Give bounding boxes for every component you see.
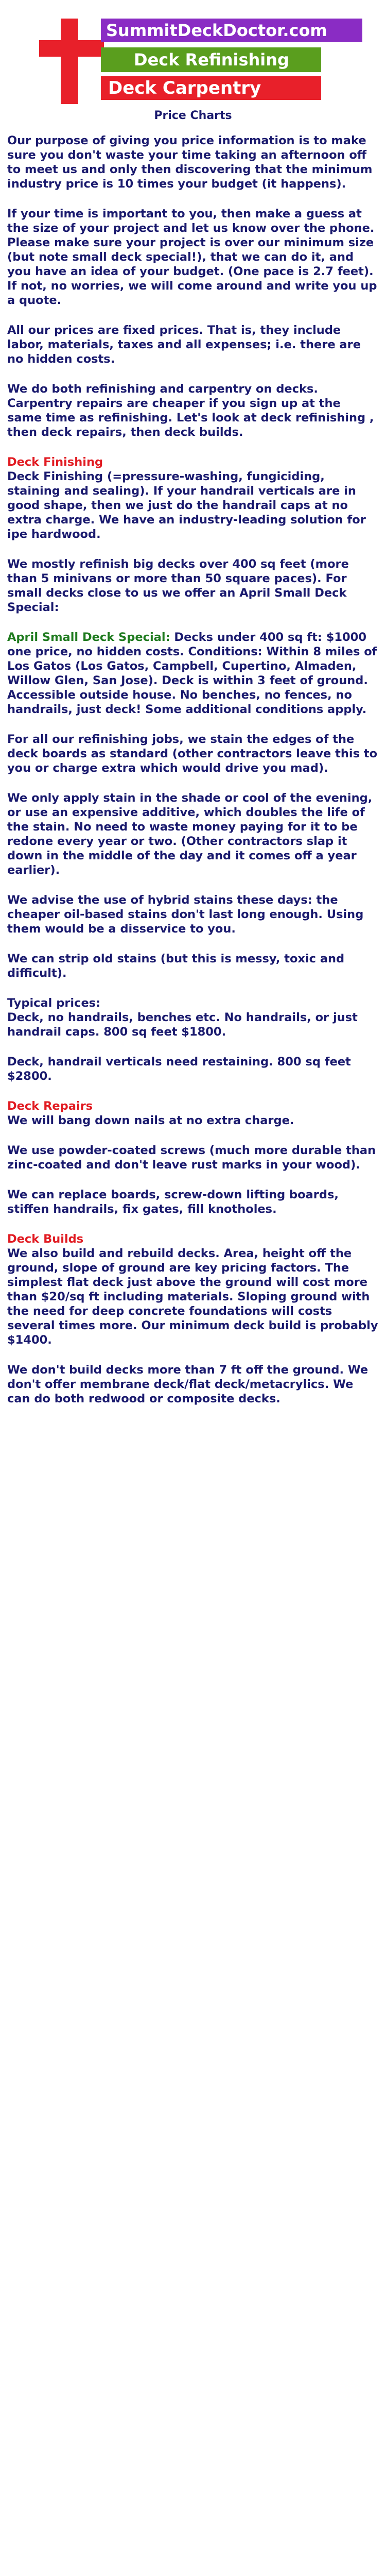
builds-paragraph-1: We also build and rebuild decks. Area, height off the ground, slope of ground are key pricing factors. The simplest flat deck just above the ground will cost more than $20/sq ft including materials. Sloping ground with the need for deep concrete foundations will costs several times more. Our minimum deck build is probably $1400. <box>7 1247 378 1347</box>
deck-carpentry-banner[interactable]: Deck Carpentry <box>101 76 321 100</box>
main-content <box>0 133 386 1406</box>
intro-paragraph-4: We do both refinishing and carpentry on decks. Carpentry repairs are cheaper if you sign up at the same time as refinishing. Let's look at deck refinishing , then deck repairs, then deck builds. <box>7 382 374 439</box>
repairs-heading: Deck Repairs <box>7 1099 93 1113</box>
red-cross-icon-bar <box>39 40 104 57</box>
finishing-paragraph-6: We advise the use of hybrid stains these days: the cheaper oil-based stains don't last long enough. Using them would be a disservice to you. <box>7 893 364 936</box>
typical-prices-label: Typical prices: <box>7 996 101 1010</box>
builds-paragraph-2: We don't build decks more than 7 ft off the ground. We don't offer membrane deck/flat deck/metacrylics. We can do both redwood or composite decks. <box>7 1363 369 1405</box>
builds-heading: Deck Builds <box>7 1232 84 1246</box>
typical-prices <box>7 996 379 1039</box>
intro-paragraph-2: If your time is important to you, then make a guess at the size of your project and let us know over the phone. Please make sure your project is over our minimum size (but note small deck special!), that we can do it, and you have an idea of your budget. (One pace is 2.7 feet). If not, no worries, we will come around and write you up a quote. <box>7 207 377 307</box>
page-title: Price Charts <box>154 109 232 122</box>
repairs-paragraph-3: We can replace boards, screw-down lifting boards, stiffen handrails, fix gates, fill knotholes. <box>7 1188 339 1216</box>
red-cross-icon <box>61 19 78 104</box>
repairs-section <box>7 1099 379 1128</box>
repairs-paragraph-1: We will bang down nails at no extra charge. <box>7 1114 294 1127</box>
finishing-section <box>7 455 379 541</box>
finishing-paragraph-4: For all our refinishing jobs, we stain the edges of the deck boards as standard (other contractors leave this to you or charge extra which would drive you mad). <box>7 733 378 775</box>
site-header <box>0 0 386 103</box>
finishing-paragraph-5: We only apply stain in the shade or cool of the evening, or use an expensive additive, which doubles the life of the stain. No need to waste money paying for it to be redone every year or two. (Other contractors slap it down in the middle of the day and it comes off a year earlier). <box>7 791 373 877</box>
small-deck-special-text: Decks under 400 sq ft: $1000 one price, no hidden costs. Conditions: Within 8 miles of Los Gatos (Los Gatos, Campbell, Cupertino, Almaden, Willow Glen, San Jose). Deck is within 3 feet of ground. Accessible outside house. No benches, no fences, no handrails, just deck! Some additional conditions apply. <box>7 631 377 716</box>
small-deck-special <box>7 630 379 717</box>
typical-price-1: Deck, no handrails, benches etc. No handrails, or just handrail caps. 800 sq feet $1800. <box>7 1011 358 1039</box>
finishing-paragraph-2: We mostly refinish big decks over 400 sq feet (more than 5 minivans or more than 50 square paces). For small decks close to us we offer an April Small Deck Special: <box>7 557 349 614</box>
finishing-heading: Deck Finishing <box>7 455 103 469</box>
intro-paragraph-3: All our prices are fixed prices. That is, they include labor, materials, taxes and all expenses; i.e. there are no hidden costs. <box>7 324 361 366</box>
typical-price-2: Deck, handrail verticals need restaining. 800 sq feet $2800. <box>7 1055 351 1083</box>
intro-paragraph-1: Our purpose of giving you price information is to make sure you don't waste your time taking an afternoon off to meet us and only then discovering that the minimum industry price is 10 times your budget (it happens). <box>7 134 373 191</box>
small-deck-special-heading: April Small Deck Special: <box>7 631 170 644</box>
builds-section <box>7 1232 379 1347</box>
repairs-paragraph-2: We use powder-coated screws (much more durable than zinc-coated and don't leave rust marks in your wood). <box>7 1144 376 1172</box>
deck-refinishing-banner[interactable]: Deck Refinishing <box>101 47 321 72</box>
finishing-paragraph-7: We can strip old stains (but this is messy, toxic and difficult). <box>7 952 345 980</box>
site-name-banner[interactable]: SummitDeckDoctor.com <box>101 19 362 42</box>
finishing-intro: Deck Finishing (=pressure-washing, fungiciding, staining and sealing). If your handrail verticals are in good shape, then we just do the handrail caps at no extra charge. We have an industry-leading solution for ipe hardwood. <box>7 470 366 541</box>
